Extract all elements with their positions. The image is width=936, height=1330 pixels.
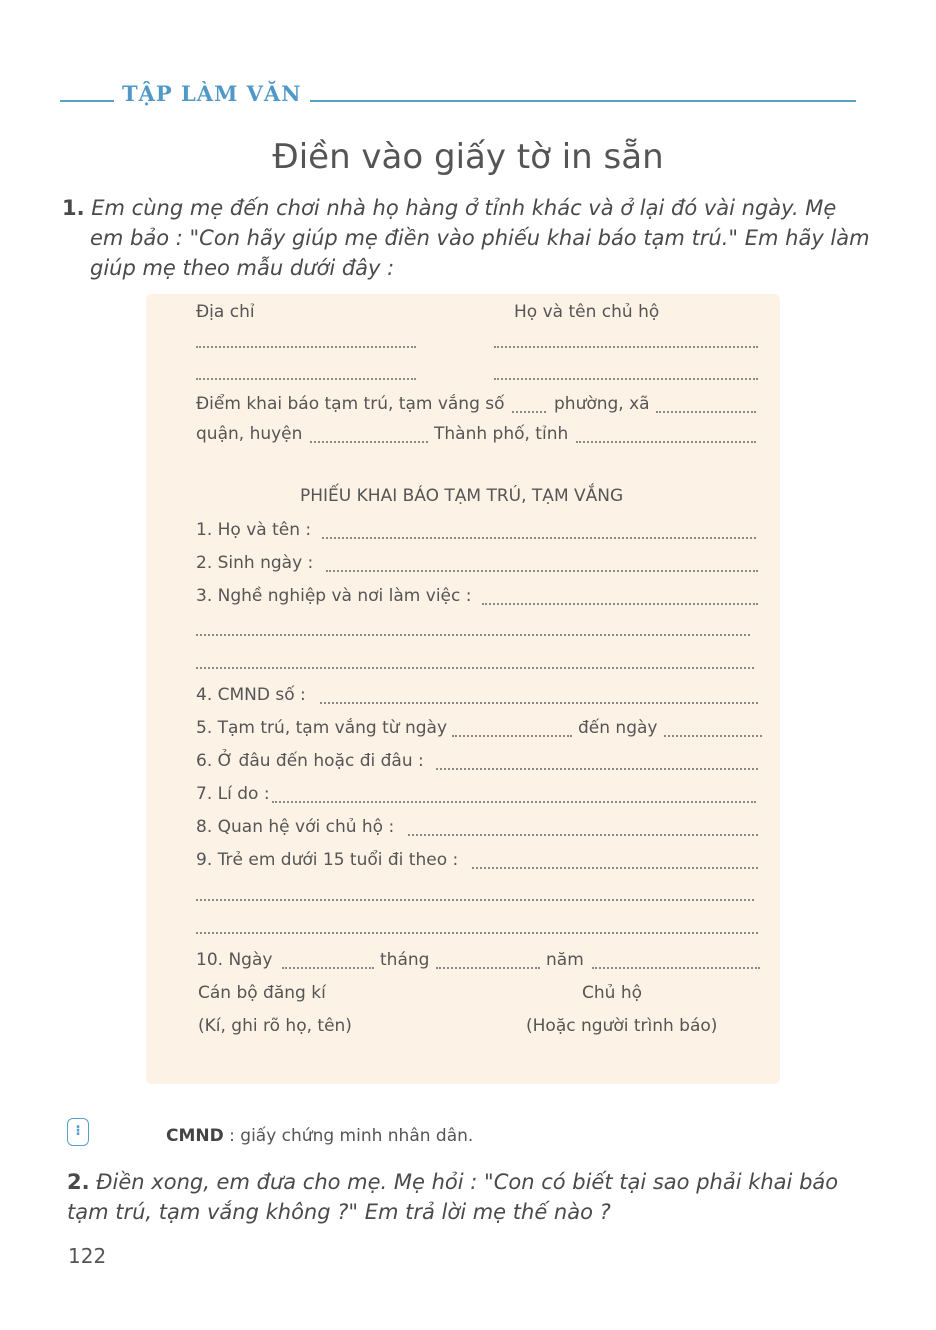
field-10-day-label: 10. Ngày — [196, 950, 273, 970]
field-8-line[interactable] — [408, 834, 758, 836]
field-3-line-2[interactable] — [196, 634, 750, 636]
exercise-1-line-1: Em cùng mẹ đến chơi nhà họ hàng ở tỉnh khác và ở lại đó vài ngày. Mẹ — [91, 196, 837, 220]
household-head-label: Họ và tên chủ hộ — [514, 302, 660, 322]
field-3-label: 3. Nghề nghiệp và nơi làm việc : — [196, 586, 472, 606]
exercise-1-line-2: em bảo : "Con hãy giúp mẹ điền vào phiếu khai báo tạm trú." Em hãy làm — [90, 226, 870, 250]
household-head-note: (Hoặc người trình báo) — [526, 1016, 718, 1036]
note-term: CMND — [166, 1126, 224, 1146]
field-10-day-line[interactable] — [282, 967, 374, 969]
page-number: 122 — [68, 1244, 107, 1268]
field-9-line-2[interactable] — [196, 899, 754, 901]
field-4-label: 4. CMND số : — [196, 685, 306, 705]
exercise-2 — [67, 1167, 877, 1227]
field-6-label: 6. Ở đâu đến hoặc đi đâu : — [196, 751, 424, 771]
address-line-1[interactable] — [196, 346, 416, 348]
exercise-1-line-3: giúp mẹ theo mẫu dưới đây : — [90, 256, 395, 280]
field-6-line[interactable] — [436, 768, 758, 770]
section-header — [60, 80, 856, 110]
field-1-label: 1. Họ và tên : — [196, 520, 312, 540]
field-5-from-line[interactable] — [452, 735, 572, 737]
field-8-label: 8. Quan hệ với chủ hộ : — [196, 817, 395, 837]
field-9-label: 9. Trẻ em dưới 15 tuổi đi theo : — [196, 850, 459, 870]
district-label: quận, huyện — [196, 424, 303, 444]
household-head-line-2[interactable] — [494, 378, 758, 380]
officer-label: Cán bộ đăng kí — [198, 983, 326, 1003]
field-2-label: 2. Sinh ngày : — [196, 553, 314, 573]
city-label: Thành phố, tỉnh — [434, 424, 569, 444]
section-title: TẬP LÀM VĂN — [122, 81, 302, 106]
exercise-1 — [62, 193, 872, 283]
address-line-2[interactable] — [196, 378, 416, 380]
cmnd-note — [166, 1126, 473, 1146]
ward-label: phường, xã — [554, 394, 650, 414]
note-icon: ⁝ — [67, 1118, 89, 1146]
field-10-month-line[interactable] — [436, 967, 540, 969]
household-head-line-1[interactable] — [494, 346, 758, 348]
field-3-line-1[interactable] — [482, 603, 758, 605]
field-5-to-label: đến ngày — [578, 718, 658, 738]
city-line[interactable] — [576, 441, 756, 443]
field-5-label: 5. Tạm trú, tạm vắng từ ngày — [196, 718, 448, 738]
exercise-2-number: 2. — [67, 1170, 90, 1194]
lesson-title: Điền vào giấy tờ in sẵn — [272, 137, 664, 177]
declaration-form — [146, 294, 780, 1084]
exercise-2-line-1: Điền xong, em đưa cho mẹ. Mẹ hỏi : "Con có biết tại sao phải khai báo — [96, 1170, 839, 1194]
field-4-line[interactable] — [320, 702, 758, 704]
field-10-year-line[interactable] — [592, 967, 760, 969]
exercise-2-line-2: tạm trú, tạm vắng không ?" Em trả lời mẹ thế nào ? — [67, 1200, 611, 1224]
field-2-line[interactable] — [326, 570, 758, 572]
field-1-line[interactable] — [322, 537, 756, 539]
officer-note: (Kí, ghi rõ họ, tên) — [198, 1016, 352, 1036]
field-7-label: 7. Lí do : — [196, 784, 270, 804]
district-line[interactable] — [310, 441, 428, 443]
field-3-line-3[interactable] — [196, 667, 754, 669]
declaration-point-line[interactable] — [512, 411, 546, 413]
field-9-line-1[interactable] — [472, 867, 758, 869]
household-head-sign-label: Chủ hộ — [582, 983, 642, 1003]
field-10-month-label: tháng — [380, 950, 430, 970]
ward-line[interactable] — [656, 411, 756, 413]
form-title: PHIẾU KHAI BÁO TẠM TRÚ, TẠM VẮNG — [300, 486, 624, 506]
exercise-1-number: 1. — [62, 196, 85, 220]
address-label: Địa chỉ — [196, 302, 255, 322]
field-7-line[interactable] — [272, 801, 756, 803]
field-9-line-3[interactable] — [196, 932, 758, 934]
field-10-year-label: năm — [546, 950, 584, 970]
field-5-to-line[interactable] — [664, 735, 762, 737]
declaration-point-label: Điểm khai báo tạm trú, tạm vắng số — [196, 394, 505, 414]
note-definition: : giấy chứng minh nhân dân. — [229, 1126, 474, 1146]
header-rule-right — [310, 100, 856, 102]
header-rule-left — [60, 100, 114, 102]
